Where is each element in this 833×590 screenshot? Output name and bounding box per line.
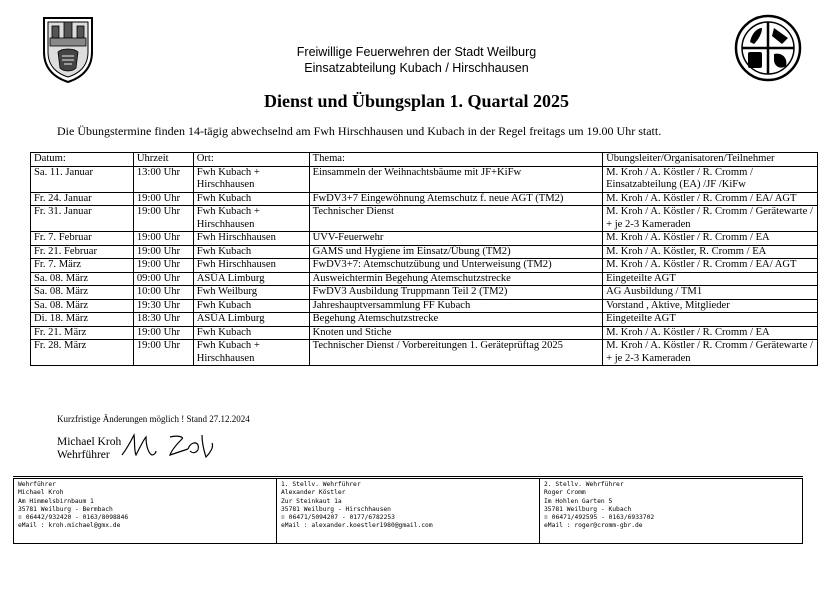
cell-thema: Jahreshauptversammlung FF Kubach (309, 299, 602, 313)
header-thema: Thema: (309, 153, 602, 167)
table-row (31, 166, 818, 192)
cell-ort: ASÜA Limburg (193, 272, 309, 286)
header-ort: Ort: (193, 153, 309, 167)
cell-ort: Fwh Hirschhausen (193, 232, 309, 246)
cell-uhrzeit: 10:00 Uhr (133, 286, 193, 300)
contact-phone: 06442/932420 - 0163/8098846 (25, 514, 129, 522)
cell-datum: Di. 18. März (31, 313, 134, 327)
cell-uhrzeit: 19:00 Uhr (133, 340, 193, 366)
cell-ort: Fwh Kubach + Hirschhausen (193, 340, 309, 366)
schedule-table (30, 152, 818, 366)
cell-leiter: M. Kroh / A. Köstler / R. Cromm / EA (603, 232, 818, 246)
cell-uhrzeit: 19:00 Uhr (133, 245, 193, 259)
contact-city: 35781 Weilburg - Hirschhausen (281, 505, 391, 513)
contact-email: eMail : kroh.michael@gmx.de (18, 522, 121, 530)
cell-ort: ASÜA Limburg (193, 313, 309, 327)
table-row (31, 192, 818, 206)
contact-phone: 06471/492595 - 0163/6933702 (551, 514, 655, 522)
cell-datum: Fr. 7. März (31, 259, 134, 273)
contact-street: Zur Steinkaut 1a (281, 497, 342, 505)
department-name: Einsatzabteilung Kubach / Hirschhausen (304, 61, 529, 75)
cell-uhrzeit: 19:00 Uhr (133, 232, 193, 246)
header-datum: Datum: (31, 153, 134, 167)
cell-thema: UVV-Feuerwehr (309, 232, 602, 246)
table-row (31, 245, 818, 259)
cell-datum: Sa. 08. März (31, 286, 134, 300)
cell-thema: FwDV3 Ausbildung Truppmann Teil 2 (TM2) (309, 286, 602, 300)
organization-name: Freiwillige Feuerwehren der Stadt Weilburg (296, 45, 537, 59)
cell-leiter: M. Kroh / A. Köstler / R. Cromm / Einsatzabteilung (EA) /JF /KiFw (603, 166, 818, 192)
cell-thema: GAMS und Hygiene im Einsatz/Übung (TM2) (309, 245, 602, 259)
footer-divider (13, 476, 803, 477)
header-leiter: Übungsleiter/Organisatoren/Teilnehmer (603, 153, 818, 167)
cell-uhrzeit: 09:00 Uhr (133, 272, 193, 286)
telephone-icon: ☏ (544, 514, 548, 522)
handwritten-signature (118, 429, 218, 463)
cell-datum: Fr. 21. Februar (31, 245, 134, 259)
cell-datum: Fr. 24. Januar (31, 192, 134, 206)
cell-ort: Fwh Kubach (193, 326, 309, 340)
table-row (31, 259, 818, 273)
cell-thema: Knoten und Stiche (309, 326, 602, 340)
table-row (31, 206, 818, 232)
cell-thema: Ausweichtermin Begehung Atemschutzstrecke (309, 272, 602, 286)
cell-datum: Sa. 08. März (31, 299, 134, 313)
table-header-row (31, 153, 818, 167)
cell-ort: Fwh Kubach + Hirschhausen (193, 166, 309, 192)
cell-thema: Technischer Dienst (309, 206, 602, 232)
cell-ort: Fwh Kubach + Hirschhausen (193, 206, 309, 232)
contact-email: eMail : roger@cromm-gbr.de (544, 522, 643, 530)
cell-datum: Sa. 08. März (31, 272, 134, 286)
cell-leiter: M. Kroh / A. Köstler / R. Cromm / Gerätewarte / + je 2-3 Kameraden (603, 206, 818, 232)
table-row (31, 272, 818, 286)
cell-leiter: M. Kroh / A. Köstler, R. Cromm / EA (603, 245, 818, 259)
cell-uhrzeit: 18:30 Uhr (133, 313, 193, 327)
cell-thema: FwDV3+7: Atemschutzübung und Unterweisung (TM2) (309, 259, 602, 273)
cell-thema: Begehung Atemschutzstrecke (309, 313, 602, 327)
contact-street: Im Hohlen Garten 5 (544, 497, 613, 505)
telephone-icon: ☏ (18, 514, 22, 522)
cell-uhrzeit: 19:00 Uhr (133, 326, 193, 340)
table-row (31, 340, 818, 366)
contact-email: eMail : alexander.koestler1980@gmail.com (281, 522, 433, 530)
cell-thema: Einsammeln der Weihnachtsbäume mit JF+KiFw (309, 166, 602, 192)
cell-leiter: Eingeteilte AGT (603, 313, 818, 327)
telephone-icon: ☏ (281, 514, 285, 522)
cell-datum: Fr. 28. März (31, 340, 134, 366)
cell-uhrzeit: 19:00 Uhr (133, 206, 193, 232)
contact-card-chief (14, 479, 276, 543)
cell-leiter: M. Kroh / A. Köstler / R. Cromm / Gerätewarte / + je 2-3 Kameraden (603, 340, 818, 366)
contact-name: Michael Kroh (18, 489, 64, 497)
contact-role: 1. Stellv. Wehrführer (281, 481, 361, 488)
cell-ort: Fwh Kubach (193, 299, 309, 313)
contact-role: 2. Stellv. Wehrführer (544, 481, 624, 488)
table-row (31, 286, 818, 300)
cell-ort: Fwh Kubach (193, 192, 309, 206)
cell-ort: Fwh Hirschhausen (193, 259, 309, 273)
table-row (31, 232, 818, 246)
contact-city: 35781 Weilburg - Bermbach (18, 505, 113, 513)
contact-card-deputy-2 (539, 479, 802, 543)
change-note: Kurzfristige Änderungen möglich ! Stand 27.12.2024 (57, 414, 250, 424)
cell-thema: Technischer Dienst / Vorbereitungen 1. Geräteprüftag 2025 (309, 340, 602, 366)
cell-datum: Fr. 31. Januar (31, 206, 134, 232)
cell-ort: Fwh Weilburg (193, 286, 309, 300)
cell-uhrzeit: 19:30 Uhr (133, 299, 193, 313)
table-row (31, 299, 818, 313)
cell-datum: Fr. 21. März (31, 326, 134, 340)
table-row (31, 326, 818, 340)
contact-phone: 06471/5094207 - 0177/6782253 (288, 514, 395, 522)
contact-name: Roger Cromm (544, 489, 586, 497)
cell-datum: Fr. 7. Februar (31, 232, 134, 246)
intro-text: Die Übungstermine finden 14-tägig abwechselnd am Fwh Hirschhausen und Kubach in der Regel freitags um 19.00 Uhr statt. (57, 124, 662, 138)
cell-ort: Fwh Kubach (193, 245, 309, 259)
cell-leiter: Vorstand , Aktive, Mitglieder (603, 299, 818, 313)
page-title: Dienst und Übungsplan 1. Quartal 2025 (263, 91, 570, 111)
cell-datum: Sa. 11. Januar (31, 166, 134, 192)
contact-role: Wehrführer (18, 481, 56, 488)
contact-footer (13, 478, 803, 544)
cell-uhrzeit: 13:00 Uhr (133, 166, 193, 192)
signer-role: Wehrführer (57, 449, 110, 461)
cell-leiter: M. Kroh / A. Köstler / R. Cromm / EA/ AGT (603, 192, 818, 206)
header-uhrzeit: Uhrzeit (133, 153, 193, 167)
cell-uhrzeit: 19:00 Uhr (133, 192, 193, 206)
signer-name: Michael Kroh (57, 436, 122, 448)
contact-card-deputy-1 (276, 479, 539, 543)
cell-uhrzeit: 19:00 Uhr (133, 259, 193, 273)
cell-leiter: M. Kroh / A. Köstler / R. Cromm / EA/ AGT (603, 259, 818, 273)
contact-city: 35781 Weilburg - Kubach (544, 505, 632, 513)
cell-leiter: M. Kroh / A. Köstler / R. Cromm / EA (603, 326, 818, 340)
table-row (31, 313, 818, 327)
cell-thema: FwDV3+7 Eingewöhnung Atemschutz f. neue AGT (TM2) (309, 192, 602, 206)
contact-name: Alexander Köstler (281, 489, 346, 497)
cell-leiter: AG Ausbildung / TM1 (603, 286, 818, 300)
contact-street: Am Himmelsbirnbaum 1 (18, 497, 94, 505)
cell-leiter: Eingeteilte AGT (603, 272, 818, 286)
